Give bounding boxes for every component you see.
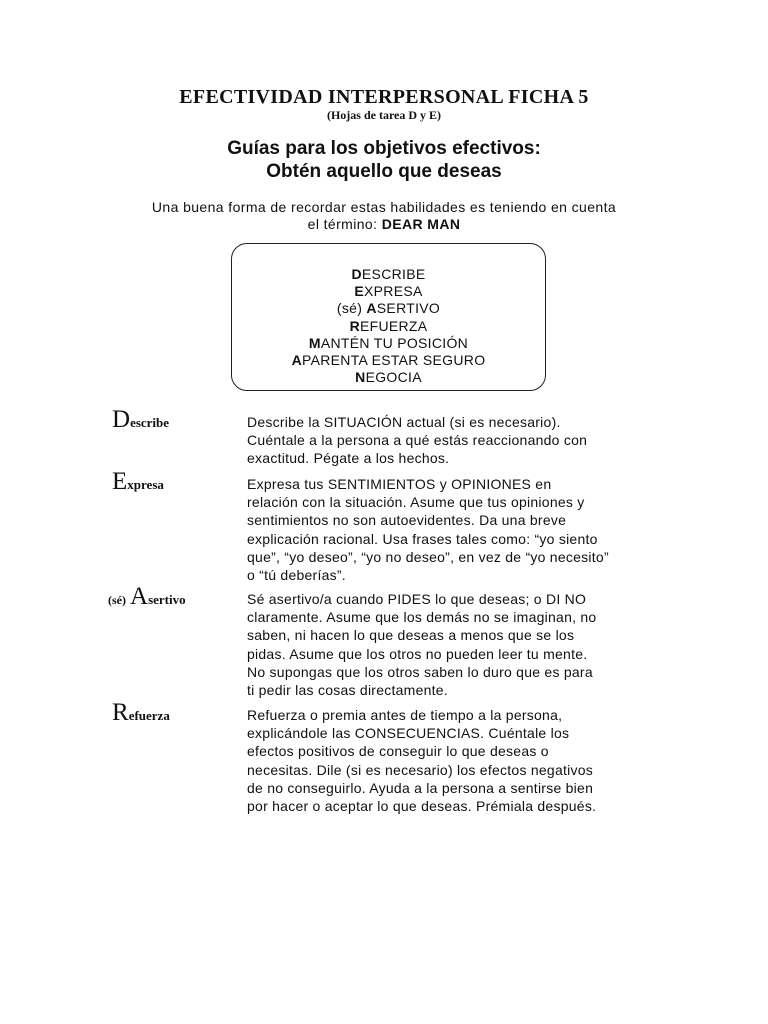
description-asertivo bbox=[247, 590, 667, 699]
description-line: por hacer o aceptar lo que deseas. Prémiala después. bbox=[247, 798, 597, 815]
intro-line-2-prefix: el término: bbox=[307, 216, 382, 232]
description-line: sentimientos no son autoevidentes. Da una breve bbox=[247, 512, 567, 529]
description-describe bbox=[247, 413, 667, 468]
description-line: relación con la situación. Asume que tus opiniones y bbox=[247, 494, 585, 511]
acronym-rest: SERTIVO bbox=[376, 300, 441, 317]
acronym-item bbox=[231, 266, 546, 283]
term-initial: E bbox=[112, 468, 128, 495]
description-line: efectos positivos de conseguir lo que deseas o bbox=[247, 743, 549, 760]
term-expresa bbox=[108, 468, 164, 496]
description-line: Refuerza o premia antes de tiempo a la persona, bbox=[247, 707, 563, 723]
document-subtitle: (Hojas de tarea D y E) bbox=[326, 108, 442, 122]
acronym-rest: ESCRIBE bbox=[361, 266, 426, 282]
acronym-letter: R bbox=[349, 317, 360, 334]
term-rest: xpresa bbox=[127, 477, 164, 492]
acronym-rest: EFUERZA bbox=[359, 317, 428, 334]
term-initial: A bbox=[130, 583, 149, 610]
description-line: No supongas que los otros saben lo duro que es para bbox=[247, 663, 593, 680]
description-line: ti pedir las cosas directamente. bbox=[247, 682, 448, 699]
acronym-letter: D bbox=[351, 266, 362, 282]
term-initial: R bbox=[112, 699, 129, 726]
acronym-item bbox=[231, 283, 546, 300]
acronym-item bbox=[231, 369, 546, 386]
description-line: exactitud. Pégate a los hechos. bbox=[247, 450, 450, 467]
term-rest: sertivo bbox=[148, 592, 186, 607]
term-prefix: (sé) bbox=[108, 593, 126, 607]
description-line: de no conseguirlo. Ayuda a la persona a sentirse bien bbox=[247, 779, 594, 796]
acronym-item bbox=[231, 335, 546, 352]
acronym-list bbox=[231, 266, 546, 386]
acronym-item bbox=[231, 300, 546, 317]
term-asertivo bbox=[108, 583, 186, 611]
description-line: saben, ni hacen lo que deseas a menos que se los bbox=[247, 627, 575, 644]
description-line: Cuéntale a la persona a qué estás reaccionando con bbox=[247, 432, 588, 449]
description-line: explicándole las CONSECUENCIAS. Cuéntale los bbox=[247, 725, 570, 742]
intro-line-1: Una buena forma de recordar estas habilidades es teniendo en cuenta bbox=[151, 199, 617, 215]
acronym-rest: ANTÉN TU POSICIÓN bbox=[320, 334, 469, 351]
document-title: EFECTIVIDAD INTERPERSONAL FICHA 5 bbox=[179, 86, 589, 108]
description-line: o “tú deberías”. bbox=[247, 567, 346, 584]
acronym-rest: XPRESA bbox=[364, 283, 423, 300]
term-rest: escribe bbox=[130, 415, 170, 430]
acronym-letter: E bbox=[354, 283, 365, 300]
intro-line-2 bbox=[0, 216, 768, 232]
description-line: pidas. Asume que los otros no pueden leer tu mente. bbox=[247, 645, 588, 662]
acronym-rest: EGOCIA bbox=[365, 369, 422, 386]
description-refuerza bbox=[247, 706, 667, 815]
description-expresa bbox=[247, 475, 667, 584]
description-line: Describe la SITUACIÓN actual (si es necesario). bbox=[247, 414, 561, 430]
dear-man-term: DEAR MAN bbox=[381, 216, 461, 232]
description-line: explicación racional. Usa frases tales como: “yo siento bbox=[247, 530, 598, 547]
description-line: Expresa tus SENTIMIENTOS y OPINIONES en bbox=[247, 476, 552, 492]
description-line: Sé asertivo/a cuando PIDES lo que deseas; o DI NO bbox=[247, 591, 587, 607]
description-line: necesitas. Dile (si es necesario) los efectos negativos bbox=[247, 761, 594, 778]
description-line: claramente. Asume que los demás no se imaginan, no bbox=[247, 609, 597, 626]
acronym-letter: A bbox=[291, 352, 303, 369]
acronym-prefix: (sé) bbox=[336, 300, 367, 317]
heading-line-2: Obtén aquello que deseas bbox=[266, 161, 502, 182]
acronym-letter: N bbox=[355, 369, 366, 386]
heading-line-1: Guías para los objetivos efectivos: bbox=[227, 138, 541, 159]
acronym-item bbox=[231, 352, 546, 369]
term-initial: D bbox=[112, 406, 131, 433]
description-line: que”, “yo deseo”, “yo no deseo”, en vez de “yo necesito” bbox=[247, 548, 609, 565]
acronym-letter: A bbox=[366, 300, 377, 317]
acronym-rest: PARENTA ESTAR SEGURO bbox=[302, 352, 486, 369]
term-rest: efuerza bbox=[128, 708, 170, 723]
acronym-item bbox=[231, 318, 546, 335]
term-refuerza bbox=[108, 699, 170, 727]
acronym-letter: M bbox=[308, 334, 321, 351]
term-describe bbox=[108, 406, 169, 434]
